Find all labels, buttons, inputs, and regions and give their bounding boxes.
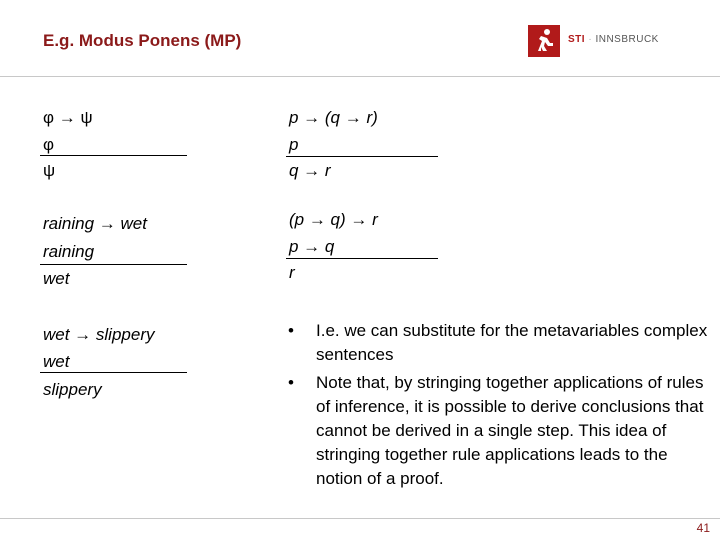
right-ex2-premise1: (p → q) → r: [289, 210, 378, 229]
bullet-text: Note that, by stringing together applications of rules of inference, it is possible to derive conclusions that cannot be derived in a single step. This idea of stringing together rule applications leads to the notion of a proof.: [316, 373, 704, 488]
left-ex3-conclusion: slippery: [43, 380, 102, 399]
slide-title: E.g. Modus Ponens (MP): [43, 31, 242, 50]
left-ex2-conclusion: wet: [43, 269, 70, 288]
page-number: 41: [696, 521, 710, 535]
left-ex2-premise1: raining → wet: [43, 214, 147, 233]
left-ex3-inference-line: [40, 372, 187, 373]
right-ex2-conclusion: r: [289, 263, 295, 282]
bullet-text: I.e. we can substitute for the metavariables complex sentences: [316, 321, 708, 364]
bullet-glyph: •: [288, 373, 294, 392]
left-ex3-premise2: wet: [43, 352, 70, 371]
sti-innsbruck-logo: [528, 25, 678, 59]
sti-logo-icon: [528, 25, 560, 57]
right-ex1-conclusion: q → r: [289, 161, 331, 180]
right-ex1-inference-line: [286, 156, 438, 157]
left-ex1-premise1: φ → ψ: [43, 108, 93, 127]
bullet-list: [286, 319, 711, 491]
left-ex1-conclusion: ψ: [43, 161, 56, 180]
right-ex2-premise2: p → q: [289, 237, 335, 256]
right-ex1-premise1: p → (q → r): [289, 108, 378, 127]
right-ex2-inference-line: [286, 258, 438, 259]
header-divider: [0, 76, 720, 77]
bullet-glyph: •: [288, 321, 294, 340]
left-ex1-inference-line: [40, 155, 187, 156]
bullet-item: [286, 319, 711, 367]
left-ex1-premise2: φ: [43, 135, 55, 154]
footer-divider: [0, 518, 720, 519]
right-ex1-premise2: p: [289, 135, 299, 154]
left-ex3-premise1: wet → slippery: [43, 325, 155, 344]
logo-text: STI · INNSBRUCK: [568, 34, 659, 45]
left-ex2-inference-line: [40, 264, 187, 265]
left-ex2-premise2: raining: [43, 242, 95, 261]
bullet-item: [286, 371, 711, 491]
